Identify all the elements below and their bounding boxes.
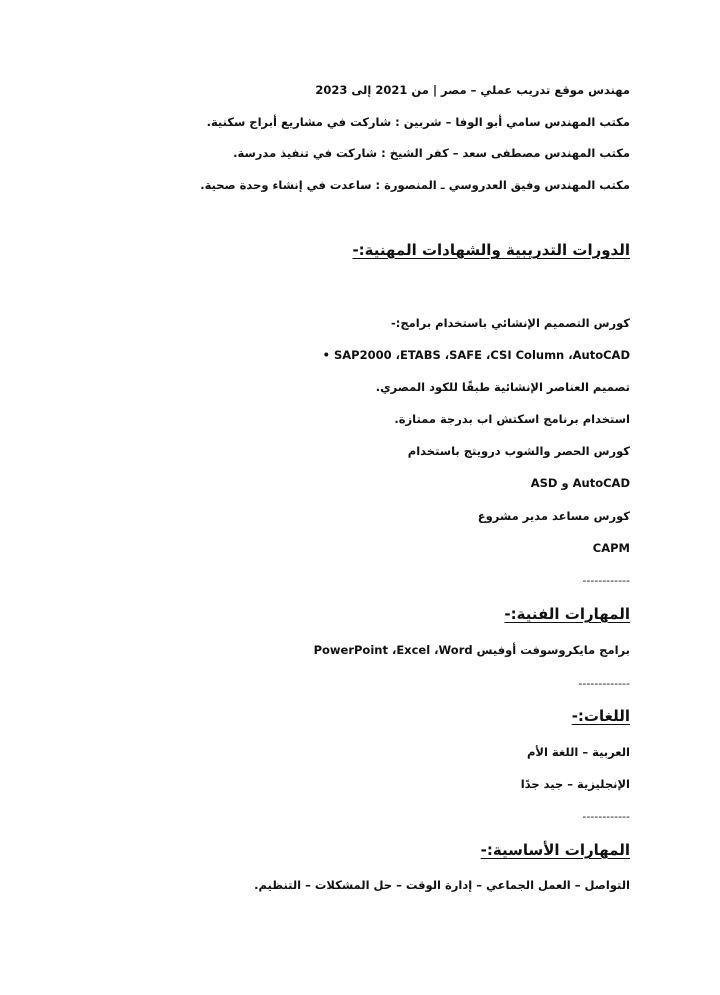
technical-heading: المهارات الفنية:- (504, 605, 630, 623)
course-line-6: AutoCAD و ASD (530, 476, 630, 490)
course-line-7: كورس مساعد مدير مشروع (477, 509, 630, 523)
experience-line-1: مهندس موقع تدريب عملي – مصر | من 2021 إلى 2023 (315, 83, 630, 97)
languages-heading: اللغات:- (571, 707, 630, 725)
course-line-5: كورس الحصر والشوب درويتج باستخدام (407, 444, 630, 458)
course-software-list: SAP2000 ،ETABS ،SAFE ،CSI Column ،AutoCAD • (322, 348, 630, 362)
basic-skills-text: التواصل – العمل الجماعي – إدارة الوقت – حل المشكلات – التنظيم. (254, 878, 630, 892)
experience-line-4: مكتب المهندس وفيق العدروسي ـ المنصورة : ساعدت في إنشاء وحدة صحية. (200, 178, 630, 192)
course-line-4: استخدام برنامج اسكتش اب بدرجة ممتازة. (394, 412, 630, 426)
language-line-2: الإنجليزية – جيد جدًا (520, 777, 630, 791)
language-line-1: العربية – اللغة الأم (526, 745, 630, 759)
experience-line-2: مكتب المهندس سامي أبو الوفا – شربين : شاركت في مشاريع أبراج سكنية. (206, 115, 630, 129)
course-line-3: تصميم العناصر الإنشائية طبقًا للكود المصري. (375, 380, 630, 394)
experience-line-3: مكتب المهندس مصطفى سعد – كفر الشيخ : شاركت في تنفيذ مدرسة. (233, 146, 630, 160)
course-line-1: كورس التصميم الإنشائي باستخدام برامج:- (390, 316, 630, 330)
basic-skills-heading: المهارات الأساسية:- (480, 841, 630, 859)
course-line-8: CAPM (592, 541, 630, 555)
technical-text: برامج مايكروسوفت أوفيس PowerPoint ،Excel ،Word (313, 643, 630, 657)
languages-divider: ------------ (582, 810, 630, 823)
technical-divider: ------------- (578, 677, 630, 690)
courses-divider: ------------ (582, 574, 630, 587)
courses-heading: الدورات التدريبية والشهادات المهنية:- (352, 241, 630, 259)
